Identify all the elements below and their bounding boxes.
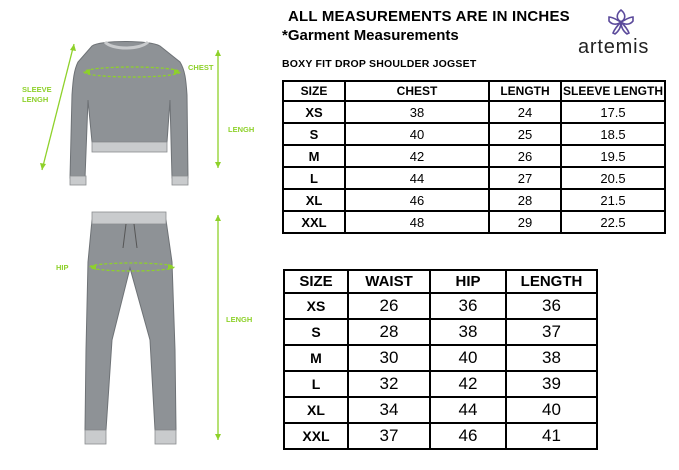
table-row — [283, 145, 665, 167]
hip-cell: 36 — [430, 293, 506, 319]
sleeve-length-guide — [42, 44, 74, 170]
sleeve-length-cell: 17.5 — [561, 101, 665, 123]
size-cell: M — [284, 345, 348, 371]
size-cell: M — [283, 145, 345, 167]
hip-label: HIP — [56, 263, 69, 272]
artemis-logo-icon — [606, 8, 636, 36]
sleeve-length-cell: 21.5 — [561, 189, 665, 211]
waist-cell: 34 — [348, 397, 430, 423]
size-cell: XXL — [283, 211, 345, 233]
length-cell: 39 — [506, 371, 597, 397]
length-cell: 38 — [506, 345, 597, 371]
chest-cell: 38 — [345, 101, 489, 123]
joggers-illustration — [85, 212, 176, 444]
chest-cell: 44 — [345, 167, 489, 189]
top-size-table — [282, 80, 666, 234]
size-cell: XS — [284, 293, 348, 319]
size-cell: XXL — [284, 423, 348, 449]
size-cell: L — [283, 167, 345, 189]
length-cell: 37 — [506, 319, 597, 345]
length-cell: 41 — [506, 423, 597, 449]
header-size: SIZE — [284, 270, 348, 293]
sleeve-length-cell: 20.5 — [561, 167, 665, 189]
garment-measurements-note: *Garment Measurements — [282, 27, 459, 44]
waist-cell: 37 — [348, 423, 430, 449]
hip-cell: 40 — [430, 345, 506, 371]
length-cell: 24 — [489, 101, 561, 123]
hip-cell: 42 — [430, 371, 506, 397]
hip-cell: 44 — [430, 397, 506, 423]
hip-cell: 46 — [430, 423, 506, 449]
size-cell: S — [283, 123, 345, 145]
garment-diagram — [0, 0, 270, 470]
length-cell: 40 — [506, 397, 597, 423]
length-cell: 28 — [489, 189, 561, 211]
table-row — [284, 371, 597, 397]
length-cell: 25 — [489, 123, 561, 145]
table-row — [284, 319, 597, 345]
table-row — [283, 123, 665, 145]
header-sleeve-length: SLEEVE LENGTH — [561, 81, 665, 101]
header-waist: WAIST — [348, 270, 430, 293]
table-row — [284, 423, 597, 449]
table-row — [283, 211, 665, 233]
size-cell: S — [284, 319, 348, 345]
size-cell: XS — [283, 101, 345, 123]
length-cell: 36 — [506, 293, 597, 319]
table-row — [284, 397, 597, 423]
sleeve-length-cell: 18.5 — [561, 123, 665, 145]
bottom-size-table — [283, 269, 598, 450]
waist-cell: 28 — [348, 319, 430, 345]
size-cell: L — [284, 371, 348, 397]
length-cell: 29 — [489, 211, 561, 233]
waist-cell: 32 — [348, 371, 430, 397]
table-header-row — [283, 81, 665, 101]
hip-cell: 38 — [430, 319, 506, 345]
table-row — [284, 293, 597, 319]
chest-cell: 46 — [345, 189, 489, 211]
table-row — [284, 345, 597, 371]
sleeve-label-line2: LENGH — [22, 95, 49, 104]
header-length: LENGTH — [506, 270, 597, 293]
table-row — [283, 101, 665, 123]
table-header-row — [284, 270, 597, 293]
table-row — [283, 167, 665, 189]
bottom-length-label: LENGH — [226, 315, 253, 324]
top-length-label: LENGH — [228, 125, 255, 134]
length-cell: 27 — [489, 167, 561, 189]
sleeve-length-cell: 19.5 — [561, 145, 665, 167]
measurement-units-note: ALL MEASUREMENTS ARE IN INCHES — [288, 8, 570, 25]
sweatshirt-illustration — [70, 42, 188, 186]
size-cell: XL — [283, 189, 345, 211]
sleeve-label-line1: SLEEVE — [22, 85, 52, 94]
product-title: BOXY FIT DROP SHOULDER JOGSET — [282, 58, 477, 70]
length-cell: 26 — [489, 145, 561, 167]
chest-cell: 40 — [345, 123, 489, 145]
chest-label: CHEST — [188, 63, 214, 72]
sleeve-length-cell: 22.5 — [561, 211, 665, 233]
waist-cell: 30 — [348, 345, 430, 371]
chest-cell: 42 — [345, 145, 489, 167]
table-row — [283, 189, 665, 211]
header-length: LENGTH — [489, 81, 561, 101]
chest-cell: 48 — [345, 211, 489, 233]
header-chest: CHEST — [345, 81, 489, 101]
header-size: SIZE — [283, 81, 345, 101]
header-hip: HIP — [430, 270, 506, 293]
brand-name: artemis — [578, 36, 650, 58]
size-cell: XL — [284, 397, 348, 423]
waist-cell: 26 — [348, 293, 430, 319]
